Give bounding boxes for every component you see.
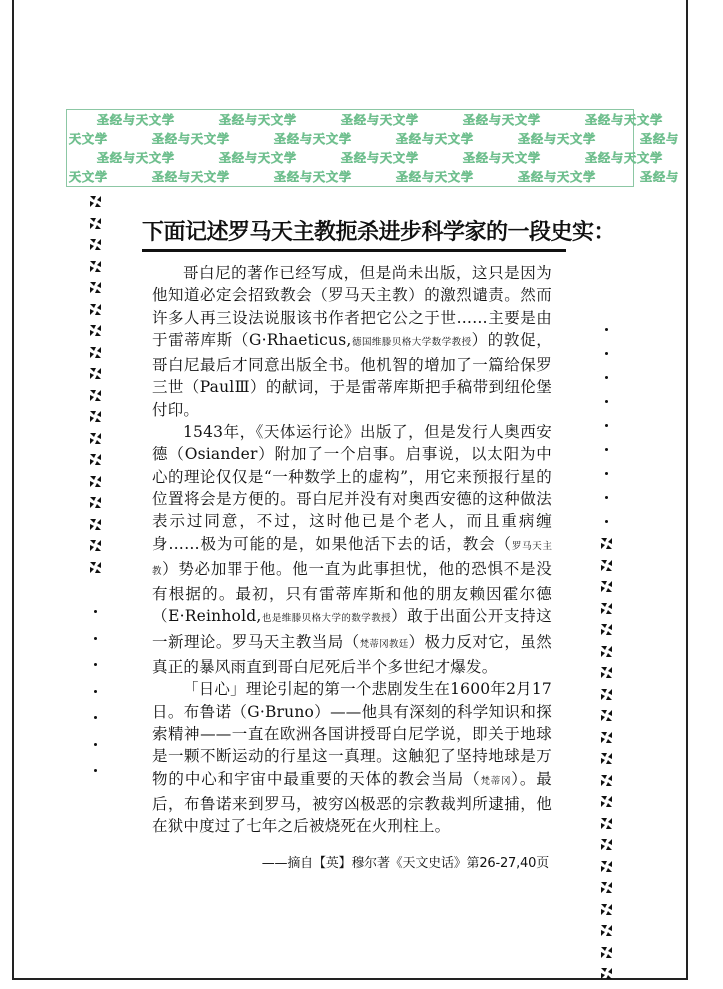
paragraph-2: 1543年，《天体运行论》出版了，但是发行人奥西安德（Osiander）附加了一个启事。启事说，以太阳为中心的理论仅仅是“一种数学上的虚构”，用它来预报行星的位置将会是方便的。哥白尼并没有对奥西安德的这种做法表示过同意，不过，这时他已是个老人，而且重病缠身……极为可能的是，如果他活下去的话，教会（罗马天主教）势必加罪于他。他一直为此事担忧，他的恐惧不是没有根据的。最初，只有雷蒂库斯和他的朋友赖因霍尔德（E·Reinhold,也是维滕贝格大学的数学教授）敢于出面公开支持这一新理论。罗马天主教当局（梵蒂冈教廷）极力反对它，虽然真正的暴风雨直到哥白尼死后半个多世纪才爆发。 [152,423,552,677]
watermark-text: 圣经与天文学 [518,170,597,184]
pinwheel-icon [90,196,101,207]
watermark-text: 圣经与天文学 [152,132,231,146]
bullet-dot-icon [605,448,608,451]
pinwheel-icon [601,925,612,936]
watermark-text: 圣经与天文学 [585,151,664,165]
pinwheel-icon [601,904,612,915]
footnote-inline: 罗马天主教 [152,540,552,577]
watermark-text: 圣经与天文学 [396,170,475,184]
pinwheel-icon [601,968,612,979]
pinwheel-icon [90,540,101,551]
pinwheel-icon [90,476,101,487]
bullet-dot-icon [94,769,97,772]
bullet-dot-icon [605,376,608,379]
pinwheel-icon [90,304,101,315]
watermark-row [97,111,707,128]
pinwheel-icon [90,433,101,444]
bullet-dot-icon [605,400,608,403]
watermark-text: 圣经与天文学 [274,170,353,184]
pinwheel-icon [90,325,101,336]
paragraph-1: 哥白尼的著作已经写成，但是尚未出版，这只是因为他知道必定会招致教会（罗马天主教）的激烈谴责。然而许多人再三设法说服该书作者把它公之于世……主要是由于雷蒂库斯（G·Rhaeticus,德国维滕贝格大学数学教授）的敦促，哥白尼最后才同意出版全书。他机智的增加了一篇给保罗三世（PaulⅢ）的献词，于是雷蒂库斯把手稿带到纽伦堡付印。 [152,264,552,419]
pinwheel-icon [601,603,612,614]
paragraph-3: 「日心」理论引起的第一个悲剧发生在1600年2月17日。布鲁诺（G·Bruno）——他具有深刻的科学知识和探索精神——一直在欧洲各国讲授哥白尼学说，即关于地球是一颗不断运动的行星这一真理。这触犯了坚持地球是万物的中心和宇宙中最重要的天体的教会当局（梵蒂冈）。最后，布鲁诺来到罗马，被穷凶极恶的宗教裁判所逮捕，他在狱中度过了七年之后被烧死在火刑柱上。 [152,680,552,836]
watermark-text: 天文学 [69,132,109,146]
bullet-dot-icon [605,496,608,499]
title-underline [142,249,566,252]
watermark-row [97,149,707,166]
footnote-inline: 也是维滕贝格大学的数学教授 [261,613,392,625]
footnote-inline: 梵蒂冈教廷 [359,638,409,650]
pinwheel-icon [601,732,612,743]
pinwheel-icon [90,368,101,379]
pinwheel-icon [601,882,612,893]
pinwheel-icon [90,347,101,358]
bullet-dot-icon [605,328,608,331]
watermark-text: 圣经与 [640,170,680,184]
watermark-text: 圣经与天文学 [274,132,353,146]
watermark-text: 圣经与天文学 [463,151,542,165]
pinwheel-icon [601,538,612,549]
watermark-text: 圣经与天文学 [97,113,176,127]
bullet-dot-icon [94,663,97,666]
pinwheel-icon [601,581,612,592]
watermark-text: 圣经与天文学 [219,113,298,127]
pinwheel-icon [90,519,101,530]
pinwheel-icon [90,390,101,401]
pinwheel-icon [601,947,612,958]
watermark-text: 圣经与天文学 [152,170,231,184]
bullet-dot-icon [605,424,608,427]
pinwheel-icon [601,818,612,829]
watermark-text: 圣经与 [640,132,680,146]
watermark-text: 圣经与天文学 [585,113,664,127]
pinwheel-icon [90,261,101,272]
watermark-row [69,168,723,185]
pinwheel-icon [601,710,612,721]
pinwheel-icon [90,562,101,573]
watermark-text: 圣经与天文学 [396,132,475,146]
pinwheel-icon [601,646,612,657]
pinwheel-icon [601,753,612,764]
pinwheel-icon [90,454,101,465]
page-title: 下面记述罗马天主教扼杀进步科学家的一段史实： [142,220,616,245]
pinwheel-icon [601,796,612,807]
bullet-dot-icon [94,637,97,640]
pinwheel-icon [90,497,101,508]
bullet-dot-icon [605,472,608,475]
watermark-row [69,130,723,147]
watermark-text: 天文学 [69,170,109,184]
bullet-dot-icon [605,520,608,523]
bullet-dot-icon [94,690,97,693]
bullet-dot-icon [605,352,608,355]
bullet-dot-icon [94,716,97,719]
heading-block [142,219,616,252]
watermark-text: 圣经与天文学 [463,113,542,127]
pinwheel-icon [601,689,612,700]
pinwheel-icon [601,560,612,571]
bullet-dot-icon [94,610,97,613]
pinwheel-icon [601,624,612,635]
bullet-dot-icon [94,743,97,746]
pinwheel-icon [601,839,612,850]
pinwheel-icon [601,861,612,872]
footnote-inline: 德国维滕贝格大学数学教授 [351,336,472,348]
watermark-banner [66,109,680,187]
watermark-text: 圣经与天文学 [219,151,298,165]
body-text [152,262,552,837]
watermark-text: 圣经与天文学 [518,132,597,146]
pinwheel-icon [601,775,612,786]
source-citation: ——摘自【英】穆尔著《天文史话》第26-27,40页 [261,856,549,871]
pinwheel-icon [90,218,101,229]
watermark-text: 圣经与天文学 [341,113,420,127]
pinwheel-icon [90,239,101,250]
pinwheel-icon [601,667,612,678]
watermark-text: 圣经与天文学 [97,151,176,165]
watermark-text: 圣经与天文学 [341,151,420,165]
footnote-inline: 梵蒂冈 [480,775,512,787]
pinwheel-icon [90,411,101,422]
pinwheel-icon [90,282,101,293]
